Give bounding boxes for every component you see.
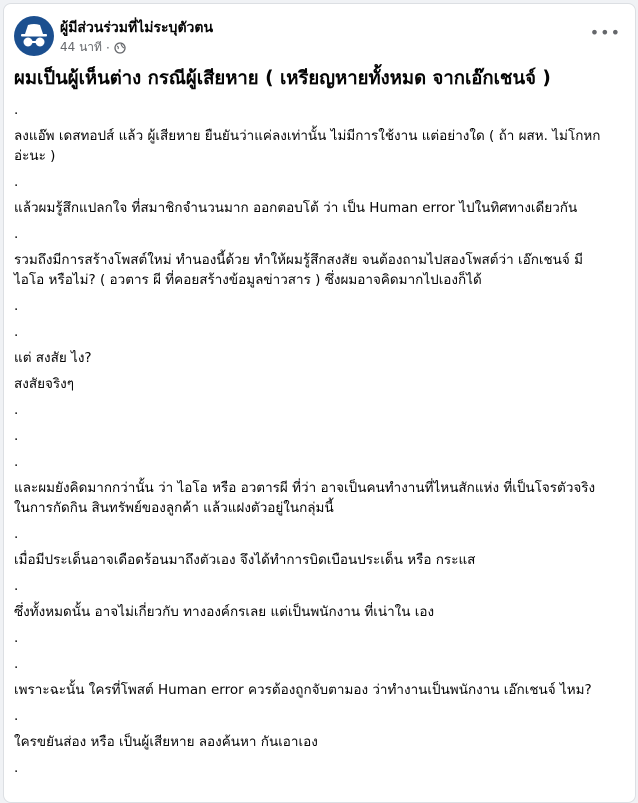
separator-dot: . — [14, 630, 19, 646]
separator-dot: . — [14, 174, 19, 190]
separator-dot: . — [14, 454, 19, 470]
separator-dot: . — [14, 226, 19, 242]
post-card — [3, 3, 636, 803]
post-body — [14, 100, 614, 784]
post-meta — [60, 38, 126, 57]
post-paragraph: ใครขยันส่อง หรือ เป็นผู้เสียหาย ลองค้นหา กันเอาเอง — [14, 734, 318, 750]
post-paragraph: แล้วผมรู้สึกแปลกใจ ที่สมาชิกจำนวนมาก ออกตอบโต้ ว่า เป็น Human error ไปในทิศทางเดียวกัน — [14, 200, 578, 216]
more-options-button[interactable]: ••• — [589, 23, 621, 42]
post-paragraph: ลงแอ๊พ เดสทอปส์ แล้ว ผู้เสียหาย ยืนยันว่าแค่ลงเท่านั้น ไม่มีการใช้งาน แต่อย่างใด ( ถ้า ผสห. ไม่โกหก อ่ะนะ ) — [14, 128, 601, 164]
post-paragraph: และผมยังคิดมากกว่านั้น ว่า ไอโอ หรือ อวตารผี ที่ว่า อาจเป็นคนทำงานที่ไหนสักแห่ง ที่เป็นโจรตัวจริง ในการกัดกิน สินทรัพย์ของลูกค้า แล้วแฝงตัวอยู่ในกลุ่มนี้ — [14, 480, 596, 516]
post-title: ผมเป็นผู้เห็นต่าง กรณีผู้เสียหาย ( เหรียญหายทั้งหมด จากเอ๊กเชนจ์ ) — [14, 68, 551, 89]
separator-dot: . — [14, 324, 19, 340]
meta-separator: · — [105, 40, 110, 55]
separator-dot: . — [14, 102, 19, 118]
separator-dot: . — [14, 298, 19, 314]
globe-icon — [114, 42, 126, 54]
post-time[interactable]: 44 นาที — [60, 40, 102, 54]
post-paragraph: เมื่อมีประเด็นอาจเดือดร้อนมาถึงตัวเอง จึงได้ทำการบิดเบือนประเด็น หรือ กระแส — [14, 552, 476, 568]
post-paragraph: แต่ สงสัย ไง? — [14, 350, 92, 366]
separator-dot: . — [14, 578, 19, 594]
post-paragraph: ซึ่งทั้งหมดนั้น อาจไม่เกี่ยวกับ ทางองค์กรเลย แต่เป็นพนักงาน ที่เน่าใน เอง — [14, 604, 435, 620]
author-name[interactable]: ผู้มีส่วนร่วมที่ไม่ระบุตัวตน — [60, 20, 214, 36]
separator-dot: . — [14, 526, 19, 542]
separator-dot: . — [14, 760, 19, 776]
separator-dot: . — [14, 708, 19, 724]
incognito-icon — [14, 16, 54, 56]
post-paragraph: เพราะฉะนั้น ใครที่โพสต์ Human error ควรต้องถูกจับตามอง ว่าทำงานเป็นพนักงาน เอ๊กเชนจ์ ไหม? — [14, 682, 592, 698]
post-paragraph: รวมถึงมีการสร้างโพสต์ใหม่ ทำนองนี้ด้วย ทำให้ผมรู้สึกสงสัย จนต้องถามไปสองโพสต์ว่า เอ๊กเชนจ์ มี ไอโอ หรือไม่? ( อวตาร ผี ที่คอยสร้างข้อมูลข่าวสาร ) ซึ่งผมอาจคิดมากไปเองก็ได้ — [14, 252, 583, 288]
separator-dot: . — [14, 428, 19, 444]
avatar[interactable] — [14, 16, 54, 56]
post-paragraph: สงสัยจริงๆ — [14, 376, 74, 392]
separator-dot: . — [14, 402, 19, 418]
separator-dot: . — [14, 656, 19, 672]
